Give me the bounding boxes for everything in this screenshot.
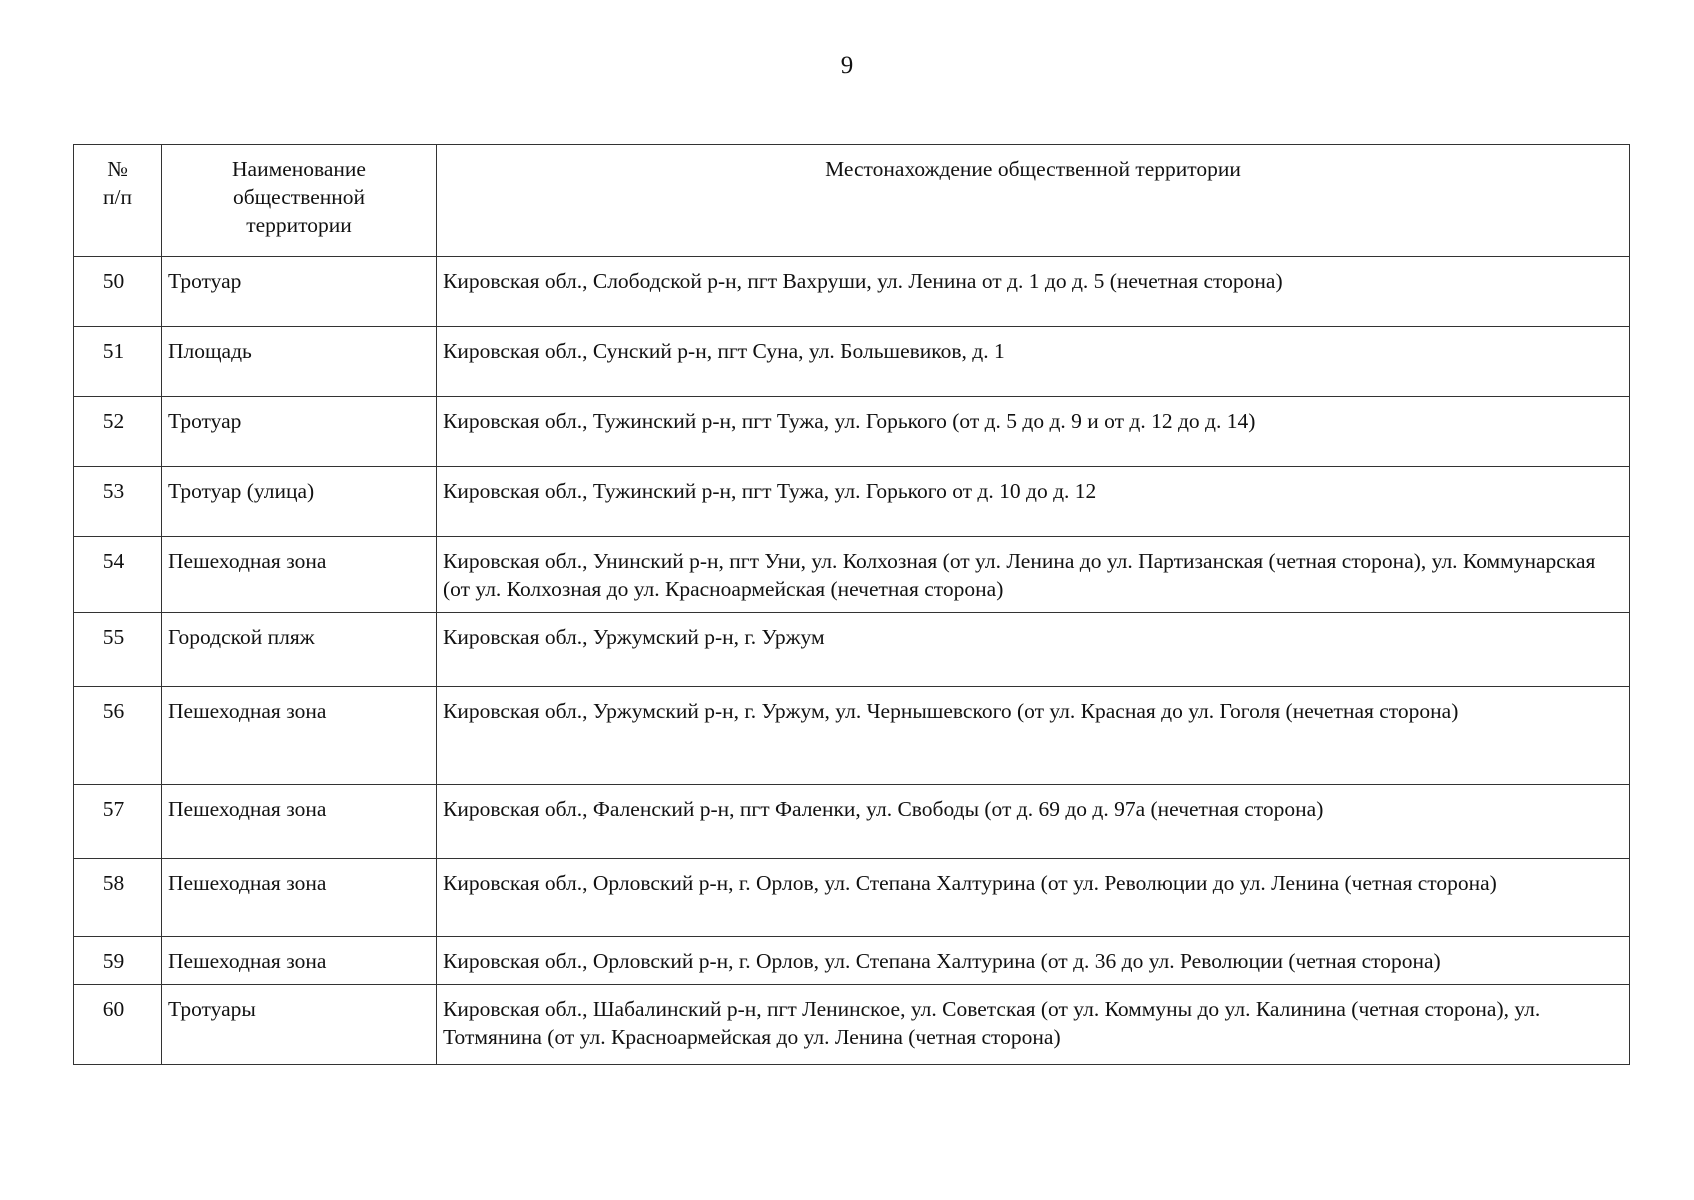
header-number-symbol: №	[107, 157, 128, 181]
row-location: Кировская обл., Тужинский р-н, пгт Тужа, ул. Горького от д. 10 до д. 12	[437, 467, 1630, 537]
territories-table	[73, 144, 1630, 1065]
row-name: Площадь	[162, 327, 437, 397]
row-number: 55	[74, 613, 162, 687]
table-row	[74, 687, 1630, 785]
header-number	[74, 145, 162, 257]
header-name-line3: территории	[246, 213, 352, 237]
row-number: 53	[74, 467, 162, 537]
header-location: Местонахождение общественной территории	[437, 145, 1630, 257]
table-row	[74, 397, 1630, 467]
row-number: 57	[74, 785, 162, 859]
row-location: Кировская обл., Сунский р-н, пгт Суна, ул. Большевиков, д. 1	[437, 327, 1630, 397]
row-location: Кировская обл., Уржумский р-н, г. Уржум, ул. Чернышевского (от ул. Красная до ул. Гоголя (нечетная сторона)	[437, 687, 1630, 785]
row-number: 51	[74, 327, 162, 397]
row-location: Кировская обл., Фаленский р-н, пгт Фаленки, ул. Свободы (от д. 69 до д. 97а (нечетная сторона)	[437, 785, 1630, 859]
table-row	[74, 785, 1630, 859]
row-number: 56	[74, 687, 162, 785]
table-row	[74, 257, 1630, 327]
row-name: Тротуар (улица)	[162, 467, 437, 537]
row-location: Кировская обл., Тужинский р-н, пгт Тужа, ул. Горького (от д. 5 до д. 9 и от д. 12 до д. 14)	[437, 397, 1630, 467]
header-name-line2: общественной	[232, 185, 366, 209]
row-location: Кировская обл., Орловский р-н, г. Орлов, ул. Степана Халтурина (от ул. Революции до ул. Ленина (четная сторона)	[437, 859, 1630, 937]
table-row	[74, 467, 1630, 537]
row-name: Тротуар	[162, 257, 437, 327]
page-number: 9	[840, 52, 854, 79]
table-row	[74, 327, 1630, 397]
row-location: Кировская обл., Слободской р-н, пгт Вахруши, ул. Ленина от д. 1 до д. 5 (нечетная сторона)	[437, 257, 1630, 327]
row-number: 60	[74, 985, 162, 1065]
table-row	[74, 859, 1630, 937]
row-name: Пешеходная зона	[162, 785, 437, 859]
row-name: Пешеходная зона	[162, 859, 437, 937]
row-number: 58	[74, 859, 162, 937]
header-number-abbr: п/п	[103, 185, 132, 209]
row-name: Пешеходная зона	[162, 687, 437, 785]
header-name	[162, 145, 437, 257]
row-name: Пешеходная зона	[162, 937, 437, 985]
header-name-line1: Наименование	[232, 157, 366, 181]
row-number: 52	[74, 397, 162, 467]
row-number: 54	[74, 537, 162, 613]
table-row	[74, 937, 1630, 985]
table-header-row	[74, 145, 1630, 257]
row-name: Тротуар	[162, 397, 437, 467]
row-number: 50	[74, 257, 162, 327]
row-location: Кировская обл., Унинский р-н, пгт Уни, ул. Колхозная (от ул. Ленина до ул. Партизанская (четная сторона), ул. Коммунарская (от ул. Колхозная до ул. Красноармейская (нечетная сторона)	[437, 537, 1630, 613]
row-location: Кировская обл., Уржумский р-н, г. Уржум	[437, 613, 1630, 687]
row-location: Кировская обл., Орловский р-н, г. Орлов, ул. Степана Халтурина (от д. 36 до ул. Революции (четная сторона)	[437, 937, 1630, 985]
row-location: Кировская обл., Шабалинский р-н, пгт Ленинское, ул. Советская (от ул. Коммуны до ул. Калинина (четная сторона), ул. Тотмянина (от ул. Красноармейская до ул. Ленина (четная сторона)	[437, 985, 1630, 1065]
row-number: 59	[74, 937, 162, 985]
row-name: Тротуары	[162, 985, 437, 1065]
table-row	[74, 985, 1630, 1065]
row-name: Пешеходная зона	[162, 537, 437, 613]
table-row	[74, 537, 1630, 613]
row-name: Городской пляж	[162, 613, 437, 687]
table-row	[74, 613, 1630, 687]
